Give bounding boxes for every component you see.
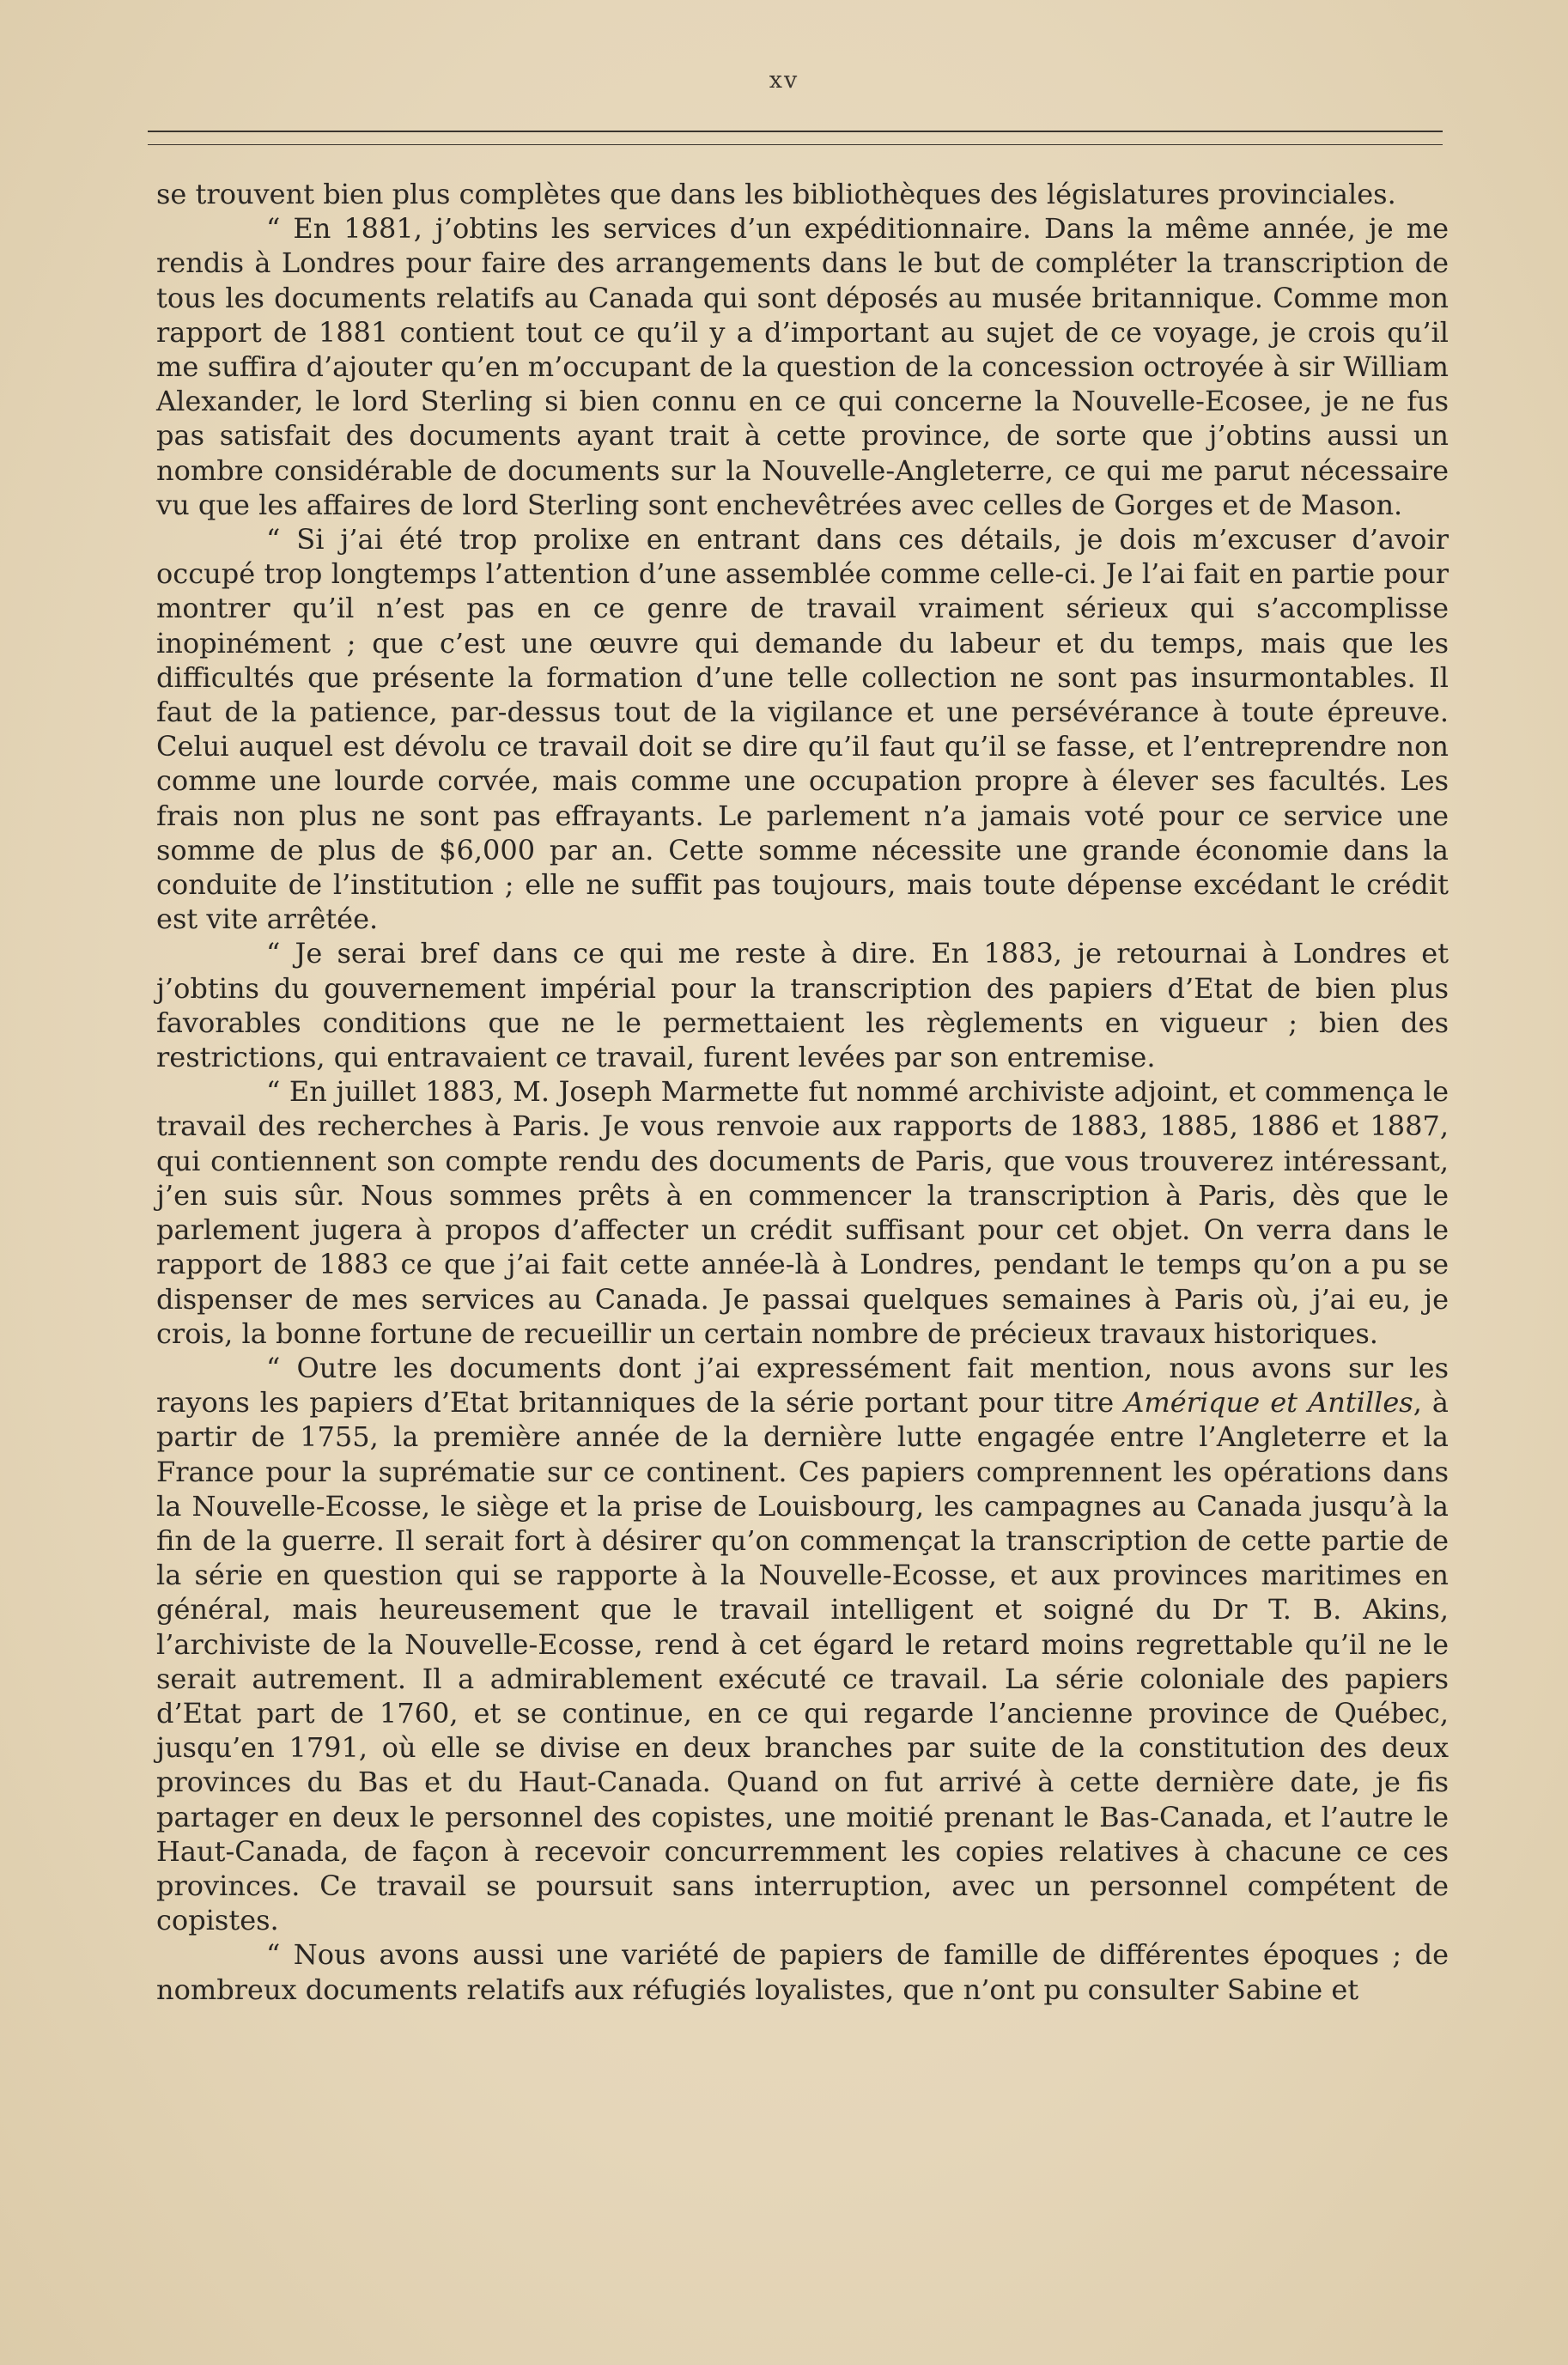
paragraph-text: “ Si j’ai été trop prolixe en entrant dans ces détails, je dois m’excuser d’avoir occupé trop longtemps l’attention d’une assemblée comme celle-ci. Je l’ai fait en partie pour montrer qu’il n’est pas en ce genre de travail vraiment sérieux qui s’accomplisse inopinément ; que c’est une œuvre qui demande du labeur et du temps, mais que les difficultés que présente la formation d’une telle collection ne sont pas insurmontables. Il faut de la patience, par-dessus tout de la vigilance et une persévérance à toute épreuve. Celui auquel est dévolu ce travail doit se dire qu’il faut qu’il se fasse, et l’entreprendre non comme une lourde corvée, mais comme une occupation propre à élever ses facultés. Les frais non plus ne sont pas effrayants. Le parlement n’a jamais voté pour ce service une somme de plus de $6,000 par an. Cette somme nécessite une grande économie dans la conduite de l’institution ; elle ne suffit pas toujours, mais toute dépense excédant le crédit est vite arrêtée.: [156, 523, 1449, 936]
paragraph-text: “ Je serai bref dans ce qui me reste à dire. En 1883, je retournai à Londres et j’obtins du gouvernement impérial pour la transcription des papiers d’Etat de bien plus favorables conditions que ne le permettaient les règlements en vigueur ; bien des restrictions, qui entravaient ce travail, furent levées par son entremise.: [156, 937, 1449, 1074]
paragraph-papiers-famille: [156, 1937, 1449, 2006]
paragraph-text: , à partir de 1755, la première année de la dernière lutte engagée entre l’Angleterre et la France pour la suprématie sur ce continent. Ces papiers comprennent les opérations dans la Nouvelle-Ecosse, le siège et la prise de Louisbourg, les campagnes au Canada jusqu’à la fin de la guerre. Il serait fort à désirer qu’on commençat la transcription de cette partie de la série en question qui se rapporte à la Nouvelle-Ecosse, et aux provinces maritimes en général, mais heureusement que le travail intelligent et soigné du Dr T. B. Akins, l’archiviste de la Nouvelle-Ecosse, rend à cet égard le retard moins regrettable qu’il ne le serait autrement. Il a admirablement exécuté ce travail. La série coloniale des papiers d’Etat part de 1760, et se continue, en ce qui regarde l’ancienne province de Québec, jusqu’en 1791, où elle se divise en deux branches par suite de la constitution des deux provinces du Bas et du Haut-Canada. Quand on fut arrivé à cette dernière date, je fis partager en deux le personnel des copistes, une moitié prenant le Bas-Canada, et l’autre le Haut-Canada, de façon à recevoir concurremment les copies relatives à chacune ce ces provinces. Ce travail se poursuit sans interruption, avec un personnel compétent de copistes.: [156, 1386, 1449, 1937]
paragraph-text: se trouvent bien plus complètes que dans les bibliothèques des législatures provinciales.: [156, 178, 1396, 210]
paragraph-text: “ En juillet 1883, M. Joseph Marmette fut nommé archiviste adjoint, et commença le travail des recherches à Paris. Je vous renvoie aux rapports de 1883, 1885, 1886 et 1887, qui contiennent son compte rendu des documents de Paris, que vous trouverez intéressant, j’en suis sûr. Nous sommes prêts à en commencer la transcription à Paris, dès que le parlement jugera à propos d’affecter un crédit suffisant pour cet objet. On verra dans le rapport de 1883 ce que j’ai fait cette année-là à Londres, pendant le temps qu’on a pu se dispenser de mes services au Canada. Je passai quelques semaines à Paris où, j’ai eu, je crois, la bonne fortune de recueillir un certain nombre de précieux travaux historiques.: [156, 1075, 1449, 1350]
body-text: [156, 177, 1449, 2007]
header-rule-thick: [148, 131, 1443, 132]
paragraph-1881: [156, 211, 1449, 522]
paragraph-continuation: [156, 177, 1449, 211]
series-title: Amérique et Antilles: [1124, 1386, 1413, 1420]
header-rule-thin: [148, 144, 1443, 145]
paragraph-text: “ En 1881, j’obtins les services d’un expéditionnaire. Dans la même année, je me rendis à Londres pour faire des arrangements dans le but de compléter la transcription de tous les documents relatifs au Canada qui sont déposés au musée britannique. Comme mon rapport de 1881 contient tout ce qu’il y a d’important au sujet de ce voyage, je crois qu’il me suffira d’ajouter qu’en m’occupant de la question de la concession octroyée à sir William Alexander, le lord Sterling si bien connu en ce qui concerne la Nouvelle-Ecosee, je ne fus pas satisfait des documents ayant trait à cette province, de sorte que j’obtins aussi un nombre considérable de documents sur la Nouvelle-Angleterre, ce qui me parut nécessaire vu que les affaires de lord Sterling sont enchevêtrées avec celles de Gorges et de Mason.: [156, 212, 1449, 521]
paragraph-text: “ Outre les documents dont j’ai expressément fait mention, nous avons sur les rayons les papiers d’Etat britanniques de la série portant pour titre: [156, 1351, 1449, 1420]
page-number: xv: [769, 67, 799, 94]
paragraph-marmette: [156, 1074, 1449, 1351]
paragraph-prolixe: [156, 522, 1449, 936]
paragraph-1883-londres: [156, 936, 1449, 1074]
paragraph-amerique-antilles: [156, 1351, 1449, 1937]
paragraph-text: “ Nous avons aussi une variété de papiers de famille de différentes époques ; de nombreux documents relatifs aux réfugiés loyalistes, que n’ont pu consulter Sabine et: [156, 1938, 1449, 2006]
